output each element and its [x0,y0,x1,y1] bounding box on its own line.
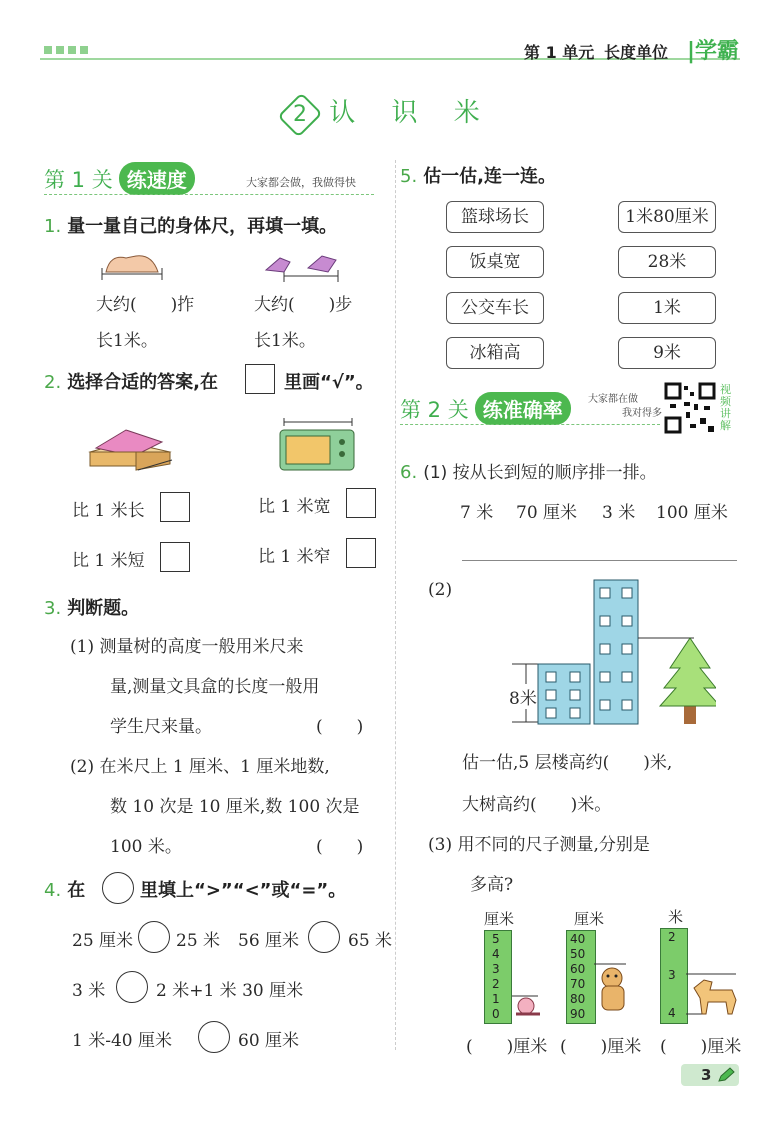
bed-illustration [86,412,176,474]
question-6: 6. (1) 按从长到短的顺序排一排。 [400,462,657,483]
q2-checkbox-4[interactable] [346,538,376,568]
q6-p2-line2: 大树高约( )米。 [462,795,612,815]
snail-icon [512,990,542,1018]
q6-p2-label: (2) [428,580,453,600]
q6-p2-line1: 估一估,5 层楼高约( )米, [462,753,673,773]
q5-left-2[interactable]: 饭桌宽 [446,246,544,278]
q5-left-3[interactable]: 公交车长 [446,292,544,324]
q5-right-2[interactable]: 28米 [618,246,716,278]
question-4-tail: 里填上“>”“<”或“=”。 [140,880,347,901]
q4-compare-circle-1[interactable] [138,921,170,953]
level1-tagline: 大家都会做，我做得快 [246,176,356,189]
ruler1-tick: 3 [492,962,500,976]
level2-tagline-1: 大家都在做 [588,394,638,405]
q2-example-box [245,364,275,394]
q5-right-1[interactable]: 1米80厘米 [618,201,716,233]
q6-answer-2[interactable]: ( )厘米 [560,1037,642,1057]
ruler2-tick: 70 [570,977,586,991]
q3-s1-line2: 量,测量文具盒的长度一般用 [110,677,320,697]
question-3: 3. 判断题。 [44,598,140,619]
header-square [80,46,88,54]
q2-checkbox-2[interactable] [346,488,376,518]
microwave-illustration [276,416,358,472]
divider [44,194,374,195]
hand-span-illustration [96,250,168,286]
q6-answer-1[interactable]: ( )厘米 [466,1037,548,1057]
ruler3-unit: 米 [668,908,684,926]
q6-p3-line2: 多高? [470,875,514,895]
ruler1-tick: 5 [492,932,500,946]
q2-opt3: 比 1 米短 [72,551,145,571]
q1-b-line1: 大约( )步 [254,295,353,315]
q1-b-line2: 长1米。 [254,331,316,351]
q4-r3b: 60 厘米 [238,1031,300,1051]
ruler2-tick: 40 [570,932,586,946]
unit-title: 长度单位 [604,43,669,62]
ruler3-tick: 4 [668,1006,676,1020]
ruler1-tick: 1 [492,992,500,1006]
building-height-label: 8米 [509,684,535,709]
q6-p3-line1: (3) 用不同的尺子测量,分别是 [428,835,650,855]
ruler2-unit: 厘米 [574,910,605,928]
q4-compare-circle-3[interactable] [116,971,148,1003]
q4-compare-circle-2[interactable] [308,921,340,953]
q3-s1-line1: (1) 测量树的高度一般用米尺来 [70,637,304,657]
ruler1-tick: 0 [492,1007,500,1021]
ruler2-tick: 60 [570,962,586,976]
ruler2-tick: 90 [570,1007,586,1021]
q4-r2b: 2 米+1 米 30 厘米 [156,981,304,1001]
divider [400,424,660,425]
qr-code-icon[interactable] [664,382,716,434]
header-square [68,46,76,54]
level1-heading: 第 1 关 练速度 [44,162,195,195]
q3-s1-line3: 学生尺来量。 [110,717,212,737]
page-number: 3 [681,1064,739,1086]
step-illustration [262,250,342,286]
q5-right-3[interactable]: 1米 [618,292,716,324]
q6-answer-3[interactable]: ( )厘米 [660,1037,742,1057]
video-note: 视频讲解 [720,383,731,432]
q1-a-line1: 大约( )拃 [96,295,195,315]
q6-item-4: 100 厘米 [656,503,728,523]
header-square [56,46,64,54]
q5-left-1[interactable]: 篮球场长 [446,201,544,233]
brand-logo: |学霸 [686,39,739,64]
q2-opt2: 比 1 米宽 [258,497,331,517]
q3-s2-line1: (2) 在米尺上 1 厘米、1 厘米地数, [70,757,330,777]
q3-s2-line3: 100 米。 [110,837,182,857]
ruler1-tick: 2 [492,977,500,991]
ruler2-tick: 50 [570,947,586,961]
level2-tagline-2: 我对得多 [622,408,662,419]
q2-opt4: 比 1 米窄 [258,547,331,567]
q4-r3a: 1 米-40 厘米 [72,1031,172,1051]
lesson-number: 2 [278,92,323,137]
q3-s2-answer[interactable]: ( ) [316,837,364,857]
q3-s2-line2: 数 10 次是 10 厘米,数 100 次是 [110,797,360,817]
question-2-tail: 里画“√”。 [284,372,374,393]
ruler3-tick: 3 [668,968,676,982]
column-divider [395,160,396,1050]
q4-r1d: 65 米 [348,931,393,951]
q2-checkbox-1[interactable] [160,492,190,522]
q5-right-4[interactable]: 9米 [618,337,716,369]
q6-answer-line[interactable] [462,560,737,561]
dog-icon [594,956,634,1016]
q2-checkbox-3[interactable] [160,542,190,572]
q4-example-circle [102,872,134,904]
q6-item-2: 70 厘米 [516,503,578,523]
question-2: 2. 选择合适的答案,在 [44,372,219,393]
q4-r2a: 3 米 [72,981,106,1001]
unit-label: 第 1 单元 [524,43,595,62]
lesson-title: 2 认 识 米 [0,92,779,132]
q5-left-4[interactable]: 冰箱高 [446,337,544,369]
q2-opt1: 比 1 米长 [72,501,145,521]
q6-item-1: 7 米 [460,503,494,523]
ruler3-tick: 2 [668,930,676,944]
q4-r1b: 25 米 [176,931,221,951]
horse-icon [686,968,742,1022]
question-1: 1. 量一量自己的身体尺，再填一填。 [44,216,338,237]
q4-r1a: 25 厘米 [72,931,134,951]
ruler2-tick: 80 [570,992,586,1006]
level2-heading: 第 2 关 练准确率 [400,392,571,425]
question-5: 5. 估一估,连一连。 [400,166,557,187]
q4-r1c: 56 厘米 [238,931,300,951]
question-4: 4. 在 [44,880,86,901]
ruler1-unit: 厘米 [484,910,515,928]
q6-item-3: 3 米 [602,503,636,523]
q1-a-line2: 长1米。 [96,331,158,351]
q3-s1-answer[interactable]: ( ) [316,717,364,737]
q4-compare-circle-4[interactable] [198,1021,230,1053]
header-square [44,46,52,54]
pencil-icon [717,1067,735,1083]
ruler1-tick: 4 [492,947,500,961]
